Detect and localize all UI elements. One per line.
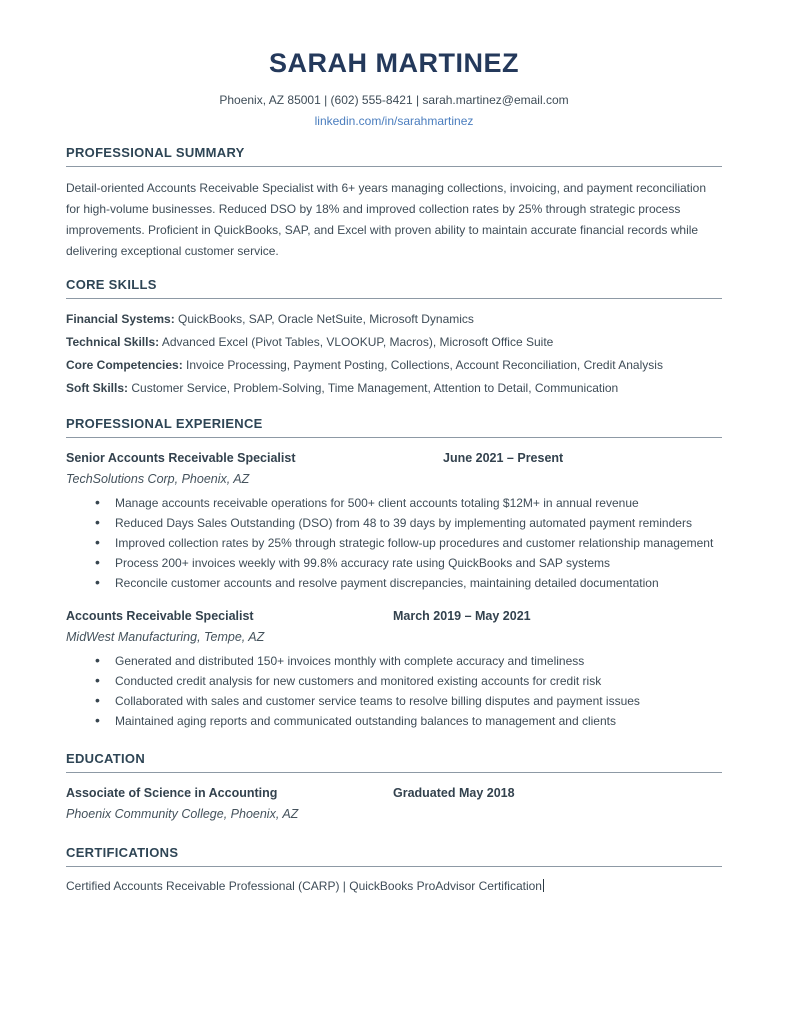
summary-heading: PROFESSIONAL SUMMARY [66,145,722,167]
contact-line: Phoenix, AZ 85001 | (602) 555-8421 | sarah.martinez@email.com [219,93,569,107]
job-bullet-list [66,496,722,591]
candidate-name: SARAH MARTINEZ [269,48,519,78]
job-bullet: • Collaborated with sales and customer service teams to resolve billing disputes and payment issues [66,694,722,709]
job-bullet: • Generated and distributed 150+ invoices monthly with complete accuracy and timeliness [66,654,722,669]
section-education [66,751,722,822]
section-professional-experience [66,416,722,729]
section-professional-summary [66,145,722,262]
job-bullet: • Reduced Days Sales Outstanding (DSO) from 48 to 39 days by implementing automated payment reminders [66,516,722,531]
summary-text: Detail-oriented Accounts Receivable Specialist with 6+ years managing collections, invoicing, and payment reconciliation for high-volume businesses. Reduced DSO by 18% and improved collection rates by 25% through strategic process improvements. Proficient in QuickBooks, SAP, and Excel with proven ability to maintain accurate financial records while delivering exceptional customer service. [66,181,707,258]
education-entry [66,785,722,822]
job-head [66,450,722,466]
job-dates: March 2019 – May 2021 [393,609,531,623]
school-name: Phoenix Community College, Phoenix, AZ [66,807,299,821]
education-heading: EDUCATION [66,751,722,773]
job-bullet: • Improved collection rates by 25% through strategic follow-up procedures and customer relationship management [66,536,722,551]
section-core-skills [66,277,722,396]
skill-row-financial-systems [66,311,722,327]
job-bullet: • Manage accounts receivable operations for 500+ client accounts totaling $12M+ in annual revenue [66,496,722,511]
education-head [66,785,722,801]
degree-title: Associate of Science in Accounting [66,786,278,800]
job-bullet: • Maintained aging reports and communicated outstanding balances to management and clients [66,714,722,729]
job-dates: June 2021 – Present [443,451,564,465]
job-entry-senior-ar-specialist [66,450,722,591]
skill-value: Advanced Excel (Pivot Tables, VLOOKUP, Macros), Microsoft Office Suite [159,335,554,349]
skills-list [66,311,722,396]
skill-label: Soft Skills: [66,381,129,395]
text-cursor [543,879,544,892]
job-bullet: • Process 200+ invoices weekly with 99.8% accuracy rate using QuickBooks and SAP systems [66,556,722,571]
graduation-date: Graduated May 2018 [393,786,515,800]
job-bullet: • Reconcile customer accounts and resolve payment discrepancies, maintaining detailed documentation [66,576,722,591]
core-skills-heading: CORE SKILLS [66,277,722,299]
resume-header [66,48,722,129]
job-title: Senior Accounts Receivable Specialist [66,451,296,465]
skill-value: Invoice Processing, Payment Posting, Collections, Account Reconciliation, Credit Analysis [182,358,663,372]
job-entry-ar-specialist [66,608,722,729]
skill-label: Technical Skills: [66,335,160,349]
skill-row-core-competencies [66,357,722,373]
skill-value: QuickBooks, SAP, Oracle NetSuite, Microsoft Dynamics [174,312,474,326]
certifications-heading: CERTIFICATIONS [66,845,722,867]
job-company: TechSolutions Corp, Phoenix, AZ [66,472,250,486]
linkedin-link[interactable]: linkedin.com/in/sarahmartinez [314,114,474,128]
skill-value: Customer Service, Problem-Solving, Time Management, Attention to Detail, Communication [128,381,619,395]
skill-row-technical-skills [66,334,722,350]
job-bullet-list [66,654,722,729]
experience-heading: PROFESSIONAL EXPERIENCE [66,416,722,438]
job-head [66,608,722,624]
skill-label: Financial Systems: [66,312,175,326]
skill-label: Core Competencies: [66,358,183,372]
job-bullet: • Conducted credit analysis for new customers and monitored existing accounts for credit risk [66,674,722,689]
skill-row-soft-skills [66,380,722,396]
section-certifications [66,845,722,894]
job-company: MidWest Manufacturing, Tempe, AZ [66,630,265,644]
certifications-text [66,878,722,894]
certifications-text-content: Certified Accounts Receivable Professional (CARP) | QuickBooks ProAdvisor Certification [66,879,542,893]
job-title: Accounts Receivable Specialist [66,609,254,623]
